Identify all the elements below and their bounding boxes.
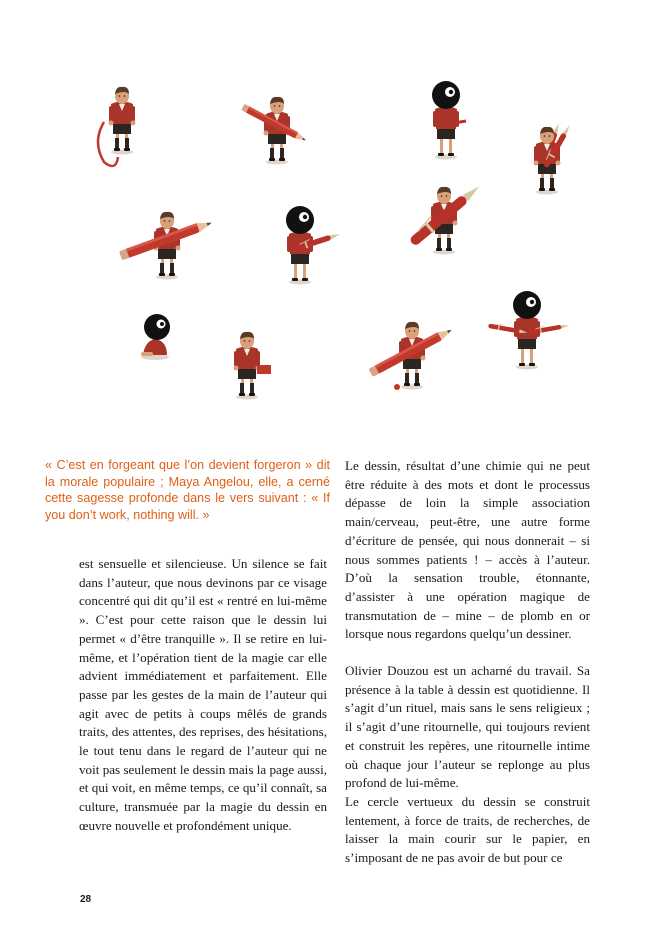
left-column: [79, 555, 327, 836]
illustration-boys-with-pencils: [62, 52, 607, 447]
body-paragraph: Olivier Douzou est un acharné du travail. Sa présence à la table à dessin est quotidienne. Il s’agit d’un rituel, mais sans le sens religieux ; il s’agit d’une ritournelle, qui toujours revient et construit les repères, une ritournelle intime où chaque jour l’auteur se replonge au plus profond de lui-même.: [345, 663, 590, 791]
body-paragraph: est sensuelle et silencieuse. Un silence se fait dans l’auteur, que nous devinons par ce visage concentré qui dit qu’il est « rentré en lui-même ». C’est pour cette raison que le dessin lui permet « d’être tranquille ». Il se retire en lui-même, et l’opération tient de la magie car elle advient immédiatement et parfaitement. Elle passe par les gestes de la main de l’auteur qui agit avec de petits à coups mêlés de grands traits, des attentes, des reprises, des hésitations, le tout tenu dans le regard de l’auteur qui ne voit pas seulement le dessin mais la page aussi, et qui voit, en même temps, ce qu’il connaît, sa culture, transmuée par la magie du dessin en œuvre nouvelle et profondément unique.: [79, 556, 327, 833]
pull-quote: « C’est en forgeant que l’on devient forgeron » dit la morale populaire ; Maya Angelou, elle, a cerné cette sagesse profonde dans le vers suivant : « If you don’t work, nothing will. »: [45, 458, 330, 523]
body-paragraph: Le cercle vertueux du dessin se construit lentement, à force de traits, de recherches, de laisser la main courir sur le papier, en s’imposant de ne pas avoir de but pour ce: [345, 793, 590, 866]
right-column: [345, 457, 590, 868]
body-paragraph: Le dessin, résultat d’une chimie qui ne peut être réduite à des mots et dont le processus dépasse de loin la simple association main/cerveau, peut-être, une autre forme d’écriture de pensée, qui nous donnerait – si nous sommes patients ! – accès à l’auteur. D’où la sensation trouble, étonnante, d’assister à une opération magique de transmutation de – mine – de plomb en or lorsque nous regardons quelqu’un dessiner.: [345, 458, 590, 642]
page-number: 28: [80, 894, 92, 905]
